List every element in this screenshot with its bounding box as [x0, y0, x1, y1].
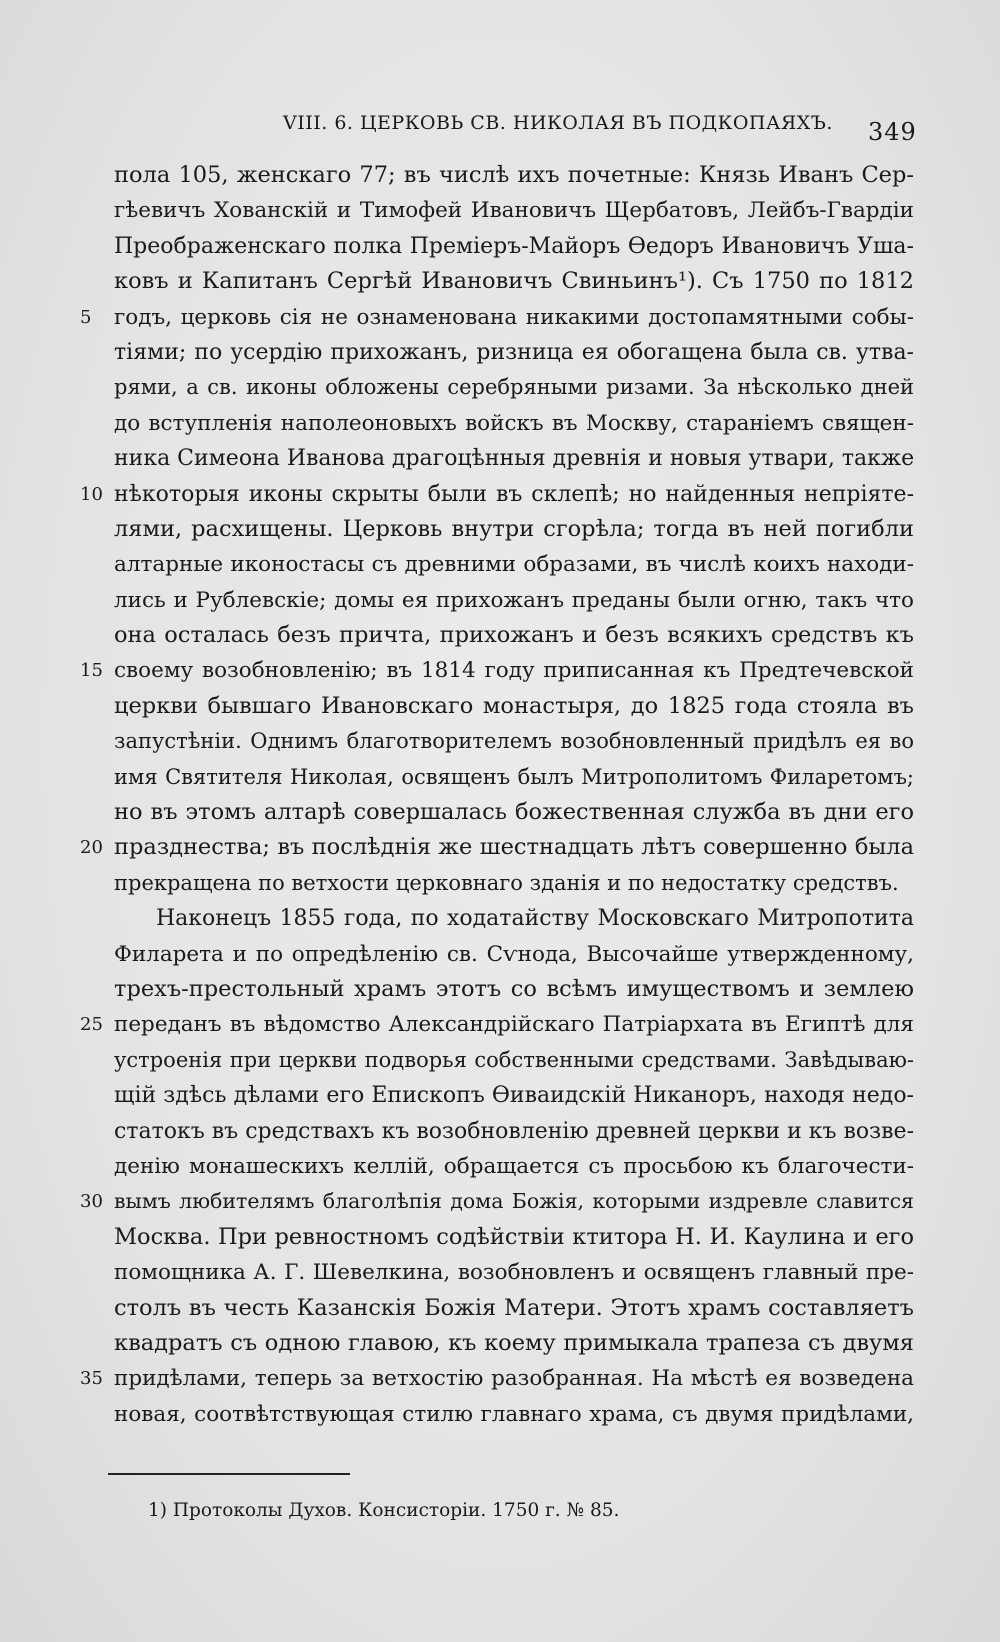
text-line-20-content: празднества; въ послѣднія же шестнадцать лѣтъ совершенно была — [114, 834, 914, 861]
text-line-21: прекращена по ветхости церковнаго зданія и по недостатку средствъ. — [114, 870, 899, 895]
text-line-15 — [80, 653, 914, 688]
text-line-9: ника Симеона Иванова драгоцѣнныя древнія и новыя утвари, также — [114, 446, 915, 472]
line-number-10: 10 — [80, 483, 103, 505]
text-line-22: Наконецъ 1855 года, по ходатайству Московскаго Митропотита — [156, 906, 914, 932]
footnote-divider — [108, 1473, 350, 1475]
body-text — [80, 158, 915, 1432]
footnote: 1) Протоколы Духов. Консисторіи. 1750 г. № 85. — [148, 1500, 620, 1521]
text-line-2: гѣевичъ Хованскій и Тимофей Ивановичъ Щербатовъ, Лейбъ-Гвардіи — [114, 198, 914, 224]
text-line-24: трехъ-престольный храмъ этотъ со всѣмъ имуществомъ и землею — [114, 975, 914, 1002]
line-number-25: 25 — [80, 1014, 103, 1036]
text-line-14: она осталась безъ причта, прихожанъ и безъ всякихъ средствъ къ — [114, 622, 914, 649]
text-line-5-content: годъ, церковь сія не ознаменована никакими достопамятными собы- — [114, 304, 914, 330]
text-line-27: щій здѣсь дѣлами его Епископъ Ѳиваидскій Никаноръ, находя недо- — [114, 1083, 914, 1109]
text-line-7: рями, а св. иконы обложены серебряными ризами. За нѣсколько дней — [114, 375, 914, 400]
text-line-10 — [80, 477, 914, 512]
line-number-15: 15 — [80, 660, 103, 682]
text-line-34: квадратъ съ одною главою, къ коему примыкала трапеза съ двумя — [114, 1329, 914, 1356]
text-line-18: имя Святителя Николая, освященъ былъ Митрополитомъ Филаретомъ; — [114, 764, 914, 789]
text-line-28: статокъ въ средствахъ къ возобновленію древней церкви и къ возве- — [114, 1118, 914, 1144]
text-line-4: ковъ и Капитанъ Сергѣй Ивановичъ Свиньинъ¹). Съ 1750 по 1812 — [114, 268, 914, 295]
line-number-5: 5 — [80, 306, 92, 328]
line-number-35: 35 — [80, 1368, 103, 1390]
text-line-3: Преображенскаго полка Преміеръ-Майоръ Ѳедоръ Ивановичъ Уша- — [114, 233, 914, 259]
text-line-20 — [80, 830, 914, 865]
text-line-30-content: вымъ любителямъ благолѣпія дома Божія, которыми издревле славится — [114, 1189, 914, 1214]
text-line-33: столъ въ честь Казанскія Божія Матери. Этотъ храмъ составляетъ — [114, 1294, 914, 1321]
text-line-35 — [80, 1361, 914, 1396]
text-line-5 — [80, 300, 914, 335]
text-line-8: до вступленія наполеоновыхъ войскъ въ Москву, стараніемъ священ- — [114, 410, 914, 436]
text-line-25 — [80, 1007, 914, 1042]
running-head: VIII. 6. ЦЕРКОВЬ СВ. НИКОЛАЯ ВЪ ПОДКОПАЯХЪ. — [283, 112, 833, 134]
text-line-11: лями, расхищены. Церковь внутри сгорѣла; тогда въ ней погибли — [114, 515, 914, 542]
line-number-20: 20 — [80, 837, 103, 859]
text-line-10-content: нѣкоторыя иконы скрыты были въ склепѣ; но найденныя непріяте- — [114, 481, 914, 507]
text-line-15-content: своему возобновленію; въ 1814 году приписанная къ Предтечевской — [114, 658, 914, 684]
text-line-23: Филарета и по опредѣленію св. Сѵнода, Высочайше утвержденному, — [114, 941, 914, 967]
page-number: 349 — [868, 118, 917, 146]
text-line-19: но въ этомъ алтарѣ совершалась божественная служба въ дни его — [114, 799, 914, 826]
text-line-25-content: переданъ въ вѣдомство Александрійскаго Патріархата въ Египтѣ для — [114, 1012, 914, 1038]
text-line-31: Москва. При ревностномъ содѣйствіи ктитора Н. И. Каулина и его — [114, 1223, 914, 1250]
text-line-17: запустѣніи. Однимъ благотворителемъ возобновленный придѣлъ ея во — [114, 729, 914, 754]
text-line-1: пола 105, женскаго 77; въ числѣ ихъ почетные: Князь Иванъ Сер- — [114, 162, 914, 188]
text-line-16: церкви бывшаго Ивановскаго монастыря, до 1825 года стояла въ — [114, 692, 914, 719]
line-number-30: 30 — [80, 1191, 103, 1213]
text-line-6: тіями; по усердію прихожанъ, ризница ея обогащена была св. утва- — [114, 339, 914, 365]
text-line-36: новая, соотвѣтствующая стилю главнаго храма, съ двумя придѣлами, — [114, 1401, 914, 1427]
text-line-26: устроенія при церкви подворья собственными средствами. Завѣдываю- — [114, 1047, 914, 1072]
text-line-35-content: придѣлами, теперь за ветхостію разобранная. На мѣстѣ ея возведена — [114, 1366, 914, 1392]
text-line-13: лись и Рублевскіе; домы ея прихожанъ преданы были огню, такъ что — [114, 587, 914, 613]
text-line-12: алтарные иконостасы съ древними образами, въ числѣ коихъ находи- — [114, 552, 914, 578]
text-line-30 — [80, 1184, 914, 1219]
text-line-29: денію монашескихъ келлій, обращается съ просьбою къ благочести- — [114, 1153, 914, 1179]
text-line-32: помощника А. Г. Шевелкина, возобновленъ и освященъ главный пре- — [114, 1260, 914, 1286]
